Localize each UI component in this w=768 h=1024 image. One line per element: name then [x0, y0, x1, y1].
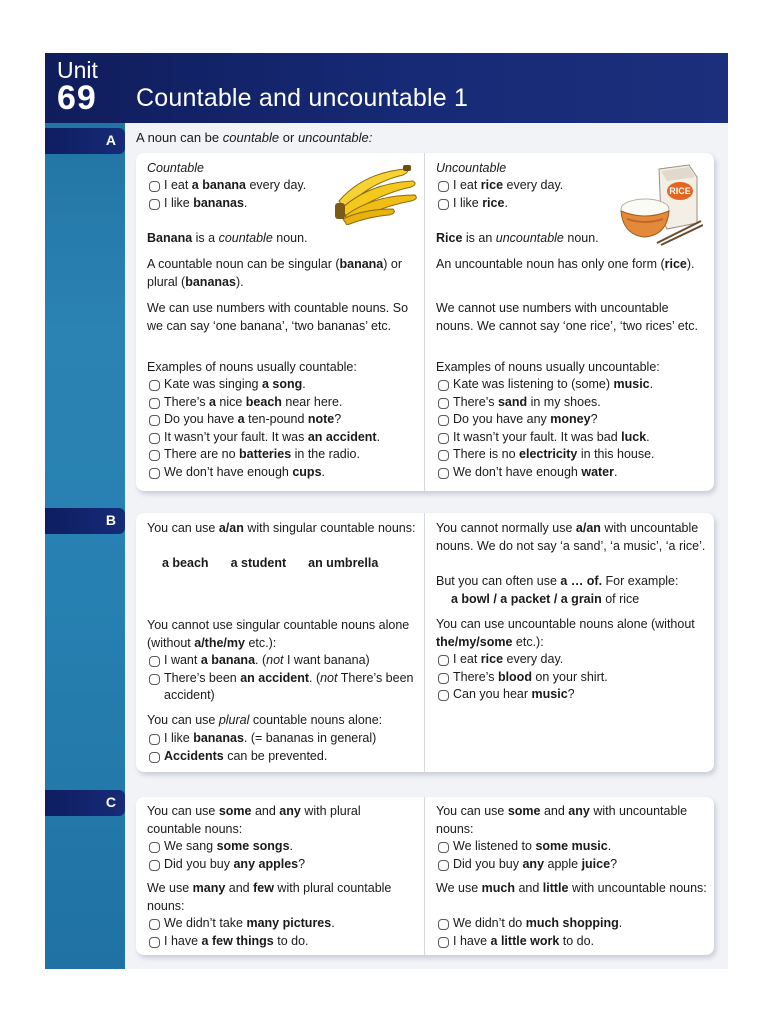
grammar-page	[45, 53, 728, 969]
unit-label: Unit	[57, 57, 98, 83]
c-right-ex2	[436, 915, 708, 950]
example-sentence: Do you have a ten-pound note?	[147, 411, 418, 429]
example-sentence: Do you have any money?	[436, 411, 708, 429]
section-a-letter: A	[105, 132, 116, 148]
example-sentence: There’s been an accident. (not There’s been accident)	[147, 670, 418, 705]
unit-number: 69	[57, 79, 97, 117]
b-left-example-words	[147, 555, 418, 573]
b-left-ex2	[147, 652, 418, 705]
b-right-p1: You cannot normally use a/an with uncountable nouns. We do not say ‘a sand’, ‘a music’, ‘a rice’.	[436, 521, 706, 553]
section-b-tab	[45, 508, 125, 534]
example-sentence: We didn’t take many pictures.	[147, 915, 418, 933]
uncountable-statement: Rice is an uncountable noun.	[436, 231, 599, 245]
example-sentence: There’s a nice beach near here.	[147, 394, 418, 412]
example-sentence: There is no electricity in this house.	[436, 446, 708, 464]
example-sentence: We don’t have enough cups.	[147, 464, 418, 482]
c-left-ex2	[147, 915, 418, 950]
example-word: a student	[230, 556, 287, 570]
countable-list-heading: Examples of nouns usually countable:	[147, 360, 357, 374]
example-sentence: We didn’t do much shopping.	[436, 915, 708, 933]
countable-statement: Banana is a countable noun.	[147, 231, 308, 245]
c-left-p2: We use many and few with plural countable nouns:	[147, 881, 392, 913]
example-word: a beach	[162, 556, 209, 570]
c-right-p2: We use much and little with uncountable nouns:	[436, 881, 707, 895]
example-sentence: There’s blood on your shirt.	[436, 669, 708, 687]
example-sentence: It wasn’t your fault. It was bad luck.	[436, 429, 708, 447]
c-left-p1: You can use some and any with plural countable nouns:	[147, 804, 361, 836]
example-sentence: There’s sand in my shoes.	[436, 394, 708, 412]
b-left-ex3	[147, 730, 418, 765]
b-left-p1: You can use a/an with singular countable nouns:	[147, 521, 416, 535]
b-right-phrase: a bowl / a packet / a grain of rice	[451, 592, 640, 606]
uncountable-column	[424, 153, 714, 491]
uncountable-form: An uncountable noun has only one form (rice).	[436, 257, 695, 271]
b-left-p2: You cannot use singular countable nouns alone (without a/the/my etc.):	[147, 618, 410, 650]
example-sentence: We sang some songs.	[147, 838, 418, 856]
section-b-left-column	[136, 513, 424, 772]
example-sentence: I eat rice every day.	[436, 177, 708, 195]
section-c-letter: C	[105, 794, 116, 810]
example-sentence: There are no batteries in the radio.	[147, 446, 418, 464]
example-sentence: We don’t have enough water.	[436, 464, 708, 482]
rice-bowl-image	[617, 163, 703, 247]
b-right-ex2	[436, 651, 708, 704]
rice-packet-label: RICE	[669, 186, 691, 196]
example-sentence: I want a banana. (not I want banana)	[147, 652, 418, 670]
countable-numbers: We can use numbers with countable nouns. So we can say ‘one banana’, ‘two bananas’ etc.	[147, 301, 409, 333]
c-right-ex1	[436, 838, 708, 873]
uncountable-list-heading: Examples of nouns usually uncountable:	[436, 360, 660, 374]
b-left-p3: You can use plural countable nouns alone:	[147, 713, 383, 727]
example-word: an umbrella	[308, 556, 379, 570]
uncountable-heading: Uncountable	[436, 161, 507, 175]
example-sentence: I have a few things to do.	[147, 933, 418, 951]
page-title: Countable and uncountable 1	[136, 84, 469, 112]
section-c-box	[136, 797, 714, 955]
countable-heading: Countable	[147, 161, 204, 175]
b-right-p1b: But you can often use a … of. For example:	[436, 574, 679, 588]
example-sentence: Accidents can be prevented.	[147, 748, 418, 766]
section-c-right-column	[424, 797, 714, 955]
example-sentence: Did you buy any apples?	[147, 856, 418, 874]
example-sentence: It wasn’t your fault. It was an accident.	[147, 429, 418, 447]
c-right-p1: You can use some and any with uncountable nouns:	[436, 804, 688, 836]
example-sentence: I eat a banana every day.	[147, 177, 418, 195]
example-sentence: Kate was singing a song.	[147, 376, 418, 394]
section-a-tab	[45, 128, 125, 154]
section-a-intro: A noun can be countable or uncountable:	[136, 130, 373, 145]
section-b-right-column	[424, 513, 714, 772]
uncountable-numbers: We cannot use numbers with uncountable nouns. We cannot say ‘one rice’, ‘two rices’ etc.	[436, 301, 698, 333]
example-sentence: Kate was listening to (some) music.	[436, 376, 708, 394]
section-b-letter: B	[105, 512, 116, 528]
c-left-ex1	[147, 838, 418, 873]
b-right-p2: You can use uncountable nouns alone (without the/my/some etc.):	[436, 617, 695, 649]
example-sentence: I eat rice every day.	[436, 651, 708, 669]
countable-form: A countable noun can be singular (banana) or plural (bananas).	[147, 257, 403, 289]
section-c-left-column	[136, 797, 424, 955]
section-a-box	[136, 153, 714, 491]
example-sentence: We listened to some music.	[436, 838, 708, 856]
example-sentence: Can you hear music?	[436, 686, 708, 704]
example-sentence: I like bananas.	[147, 195, 418, 213]
example-sentence: Did you buy any apple juice?	[436, 856, 708, 874]
example-sentence: I like rice.	[436, 195, 708, 213]
countable-column	[136, 153, 424, 491]
unit-header	[45, 53, 728, 123]
countable-list	[147, 376, 418, 481]
example-sentence: I have a little work to do.	[436, 933, 708, 951]
example-sentence: I like bananas. (= bananas in general)	[147, 730, 418, 748]
uncountable-list	[436, 376, 708, 481]
section-b-box	[136, 513, 714, 772]
section-c-tab	[45, 790, 125, 816]
banana-bunch-image	[333, 159, 421, 225]
